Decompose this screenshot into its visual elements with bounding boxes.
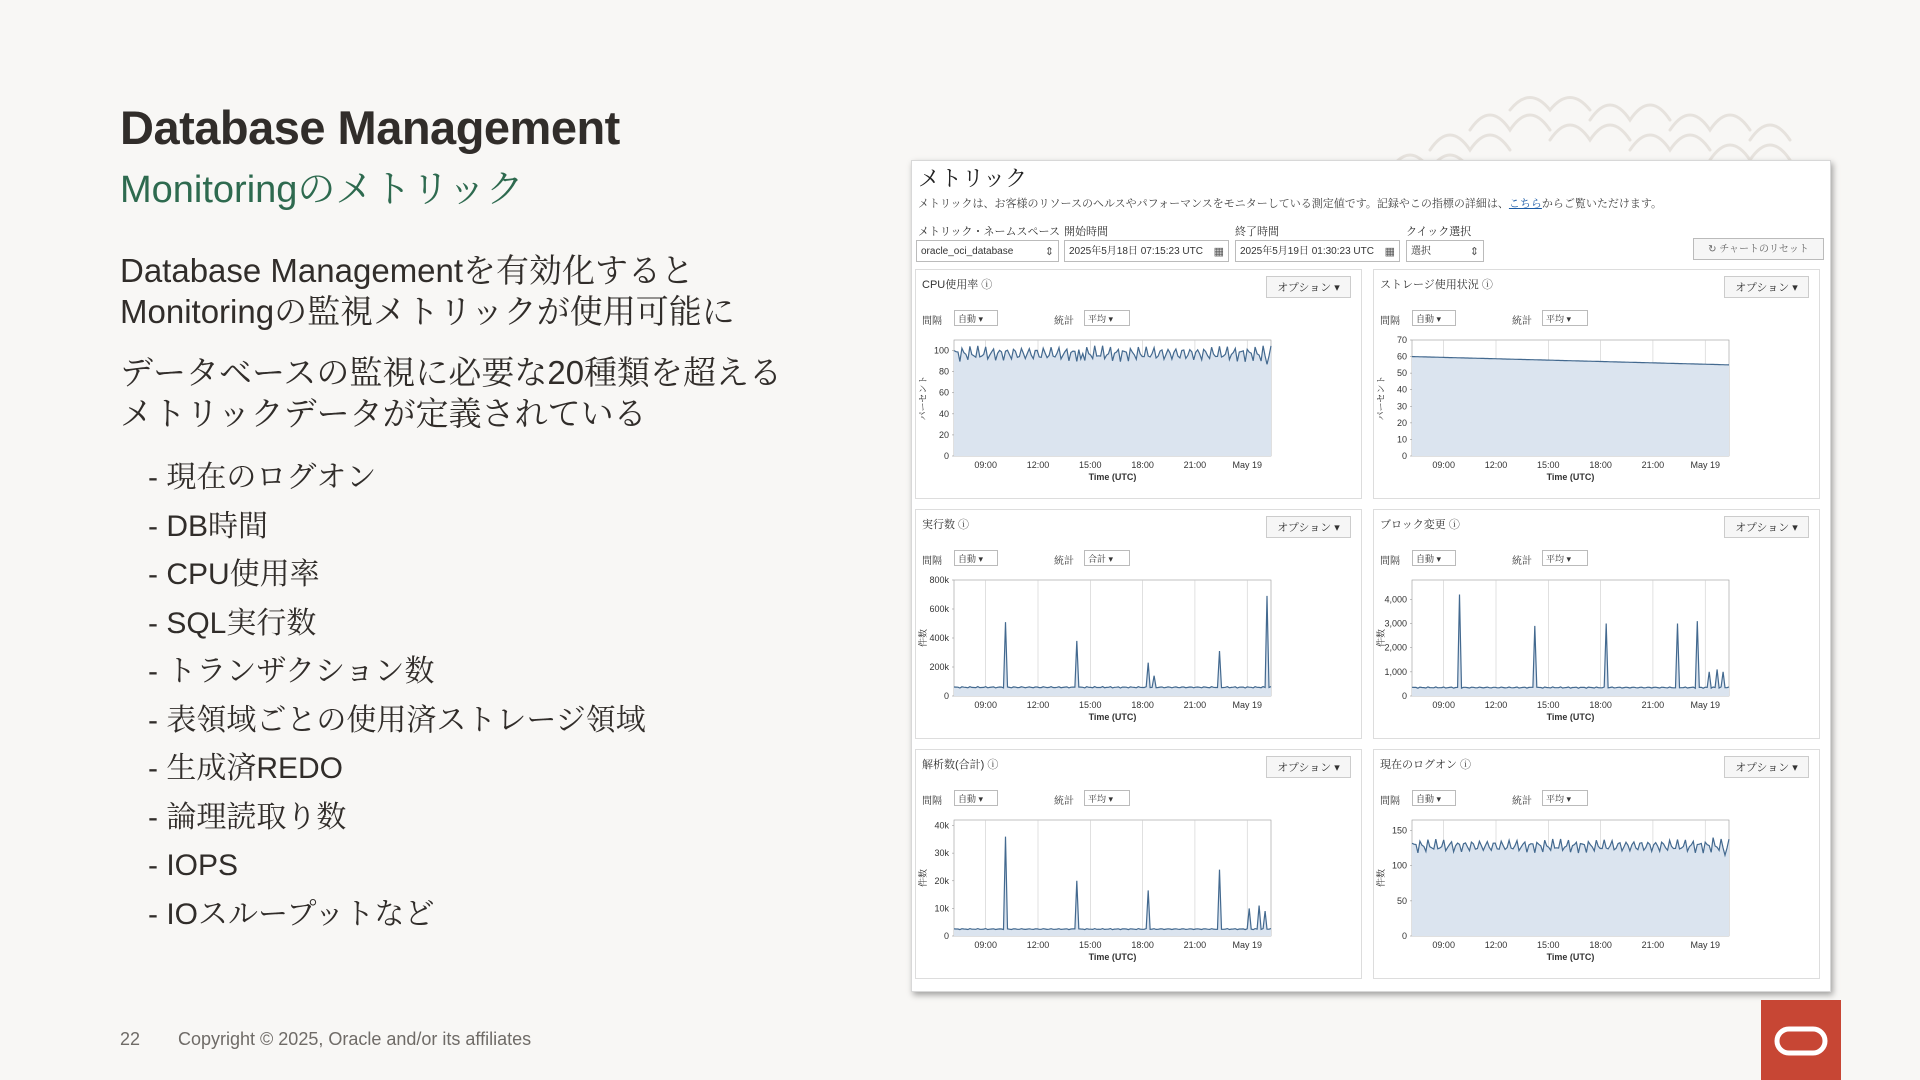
x-tick-label: 15:00 bbox=[1537, 460, 1560, 470]
statistic-select[interactable]: 平均 ▾ bbox=[1542, 790, 1588, 806]
x-tick-label: 12:00 bbox=[1026, 460, 1050, 470]
list-item: - トランザクション数 bbox=[148, 655, 435, 688]
statistic-select[interactable]: 平均 ▾ bbox=[1542, 550, 1588, 566]
x-tick-label: May 19 bbox=[1232, 940, 1262, 950]
y-tick-label: 0 bbox=[1401, 691, 1407, 701]
interval-select[interactable]: 自動 ▾ bbox=[954, 310, 998, 326]
start-time-input[interactable] bbox=[1064, 240, 1229, 262]
chart-title: CPU使用率 ⓘ bbox=[922, 279, 993, 291]
y-tick-label: 100 bbox=[933, 345, 949, 356]
list-item: - 表領域ごとの使用済ストレージ領域 bbox=[148, 703, 646, 737]
chart-title: ストレージ使用状況 ⓘ bbox=[1380, 279, 1493, 291]
metrics-description bbox=[918, 195, 1662, 211]
statistic-label: 統計 bbox=[1512, 796, 1532, 807]
y-tick-label: 2,000 bbox=[1384, 642, 1407, 653]
y-axis-title: 件数 bbox=[918, 868, 928, 888]
chart-controls bbox=[1380, 790, 1810, 808]
x-tick-label: 18:00 bbox=[1589, 700, 1612, 710]
y-tick-label: 0 bbox=[943, 931, 949, 941]
y-tick-label: 0 bbox=[943, 451, 949, 461]
oracle-o-icon bbox=[1761, 1000, 1841, 1080]
x-tick-label: May 19 bbox=[1690, 700, 1720, 710]
chart-card bbox=[915, 749, 1362, 979]
chart-controls bbox=[1380, 550, 1810, 568]
chart-title: 現在のログオン ⓘ bbox=[1380, 759, 1472, 771]
quick-select[interactable] bbox=[1406, 240, 1484, 262]
y-tick-label: 20 bbox=[938, 429, 949, 440]
interval-label: 間隔 bbox=[922, 316, 942, 327]
list-item: - 生成済REDO bbox=[148, 752, 343, 785]
quick-select-label: クイック選択 bbox=[1406, 226, 1472, 238]
x-tick-label: 09:00 bbox=[1432, 940, 1455, 950]
statistic-select[interactable]: 合計 ▾ bbox=[1084, 550, 1130, 566]
list-item: - SQL実行数 bbox=[148, 606, 317, 640]
x-tick-label: 12:00 bbox=[1026, 700, 1050, 710]
list-item: - CPU使用率 bbox=[148, 558, 320, 591]
chart-card bbox=[915, 269, 1362, 499]
quick-select-value: 選択 bbox=[1411, 246, 1431, 257]
series-area bbox=[1412, 838, 1729, 936]
options-button[interactable]: オプション ▾ bbox=[1266, 516, 1351, 538]
description-text: メトリックは、お客様のリソースのヘルスやパフォーマンスをモニターしている測定値です。記録やこの指標の詳細は、 bbox=[918, 198, 1509, 210]
reset-charts-button[interactable] bbox=[1693, 238, 1824, 260]
y-tick-label: 3,000 bbox=[1384, 618, 1407, 629]
interval-label: 間隔 bbox=[1380, 796, 1400, 807]
y-tick-label: 60 bbox=[938, 387, 949, 398]
interval-select[interactable]: 自動 ▾ bbox=[1412, 310, 1456, 326]
x-tick-label: 12:00 bbox=[1026, 940, 1050, 950]
y-tick-label: 40k bbox=[934, 820, 949, 831]
paragraph-enable: Database Managementを有効化すると Monitoringの監視メトリックが使用可能に bbox=[120, 252, 735, 330]
page-number: 22 bbox=[120, 1029, 141, 1049]
y-axis-title: パーセント bbox=[1376, 375, 1386, 421]
chart-card bbox=[915, 509, 1362, 739]
interval-label: 間隔 bbox=[1380, 556, 1400, 567]
x-tick-label: 15:00 bbox=[1079, 460, 1102, 470]
y-tick-label: 0 bbox=[1401, 451, 1407, 461]
x-tick-label: May 19 bbox=[1690, 940, 1720, 950]
x-tick-label: 09:00 bbox=[974, 460, 997, 470]
x-axis-title: Time (UTC) bbox=[1088, 952, 1137, 962]
x-tick-label: 09:00 bbox=[1432, 460, 1455, 470]
x-tick-label: 21:00 bbox=[1183, 940, 1207, 950]
description-link[interactable]: こちら bbox=[1508, 198, 1542, 210]
options-button[interactable]: オプション ▾ bbox=[1724, 276, 1809, 298]
x-tick-label: 21:00 bbox=[1641, 940, 1665, 950]
chart-controls bbox=[1380, 310, 1810, 328]
y-tick-label: 30k bbox=[934, 848, 949, 859]
interval-label: 間隔 bbox=[1380, 316, 1400, 327]
chart-card bbox=[1373, 269, 1820, 499]
y-tick-label: 50 bbox=[1396, 895, 1407, 906]
x-tick-label: 12:00 bbox=[1484, 460, 1508, 470]
y-tick-label: 20k bbox=[934, 875, 949, 886]
x-axis-title: Time (UTC) bbox=[1546, 472, 1595, 482]
start-time-label: 開始時間 bbox=[1064, 226, 1108, 238]
y-axis-title: 件数 bbox=[1376, 628, 1386, 648]
y-tick-label: 50 bbox=[1396, 368, 1407, 379]
x-tick-label: 18:00 bbox=[1131, 460, 1154, 470]
calendar-icon: ▦ bbox=[1384, 246, 1395, 258]
y-tick-label: 10k bbox=[934, 903, 949, 914]
interval-select[interactable]: 自動 ▾ bbox=[1412, 790, 1456, 806]
y-tick-label: 800k bbox=[929, 575, 949, 585]
updown-icon: ⇕ bbox=[1469, 246, 1479, 258]
statistic-label: 統計 bbox=[1512, 316, 1532, 327]
x-tick-label: 09:00 bbox=[1432, 700, 1455, 710]
statistic-select[interactable]: 平均 ▾ bbox=[1084, 310, 1130, 326]
interval-label: 間隔 bbox=[922, 556, 942, 567]
y-axis-title: 件数 bbox=[918, 628, 928, 648]
reset-label: チャートのリセット bbox=[1719, 244, 1809, 255]
y-tick-label: 400k bbox=[929, 633, 949, 643]
metrics-heading: メトリック bbox=[918, 166, 1028, 191]
interval-label: 間隔 bbox=[922, 796, 942, 807]
series-area bbox=[954, 346, 1271, 456]
x-axis-title: Time (UTC) bbox=[1546, 712, 1595, 722]
chart-card bbox=[1373, 749, 1820, 979]
series-area bbox=[1412, 357, 1729, 456]
page-subtitle: Monitoringのメトリック bbox=[120, 169, 524, 211]
chart-controls bbox=[922, 790, 1352, 808]
list-item: - IOPS bbox=[148, 849, 239, 882]
y-tick-label: 200k bbox=[929, 662, 949, 672]
description-tail: からご覧いただけます。 bbox=[1541, 198, 1663, 210]
statistic-select[interactable]: 平均 ▾ bbox=[1542, 310, 1588, 326]
x-tick-label: 15:00 bbox=[1079, 940, 1102, 950]
metric-list bbox=[120, 454, 800, 939]
options-button[interactable]: オプション ▾ bbox=[1266, 276, 1351, 298]
interval-select[interactable]: 自動 ▾ bbox=[1412, 550, 1456, 566]
updown-icon: ⇕ bbox=[1044, 246, 1054, 258]
y-tick-label: 150 bbox=[1391, 825, 1407, 836]
namespace-select[interactable] bbox=[916, 240, 1059, 262]
x-tick-label: 21:00 bbox=[1641, 700, 1665, 710]
list-item: - IOスループットなど bbox=[148, 897, 435, 931]
metrics-screenshot bbox=[911, 160, 1831, 992]
x-tick-label: 18:00 bbox=[1589, 460, 1612, 470]
x-tick-label: 18:00 bbox=[1131, 940, 1154, 950]
start-time-value: 2025年5月18日 07:15:23 UTC bbox=[1069, 246, 1203, 257]
chart-title: 実行数 ⓘ bbox=[922, 519, 970, 531]
end-time-value: 2025年5月19日 01:30:23 UTC bbox=[1240, 246, 1374, 257]
chart-controls bbox=[922, 310, 1352, 328]
end-time-input[interactable] bbox=[1235, 240, 1400, 262]
y-axis-title: パーセント bbox=[918, 375, 928, 421]
chart-controls bbox=[922, 550, 1352, 568]
y-tick-label: 4,000 bbox=[1384, 594, 1407, 605]
x-axis-title: Time (UTC) bbox=[1546, 952, 1595, 962]
slide-body bbox=[120, 250, 800, 939]
y-tick-label: 40 bbox=[938, 408, 949, 419]
statistic-label: 統計 bbox=[1054, 796, 1074, 807]
x-tick-label: 21:00 bbox=[1183, 700, 1207, 710]
page-title: Database Management bbox=[120, 101, 620, 154]
y-tick-label: 0 bbox=[943, 691, 949, 701]
statistic-select[interactable]: 平均 ▾ bbox=[1084, 790, 1130, 806]
x-tick-label: 21:00 bbox=[1183, 460, 1207, 470]
x-tick-label: 15:00 bbox=[1537, 700, 1560, 710]
y-tick-label: 1,000 bbox=[1384, 666, 1407, 677]
x-tick-label: May 19 bbox=[1232, 700, 1262, 710]
x-tick-label: 15:00 bbox=[1537, 940, 1560, 950]
x-tick-label: 12:00 bbox=[1484, 700, 1508, 710]
y-tick-label: 0 bbox=[1401, 931, 1407, 941]
y-tick-label: 600k bbox=[929, 604, 949, 614]
paragraph-metrics: データベースの監視に必要な20種類を超える メトリックデータが定義されている bbox=[120, 354, 783, 432]
x-axis-title: Time (UTC) bbox=[1088, 472, 1137, 482]
calendar-icon: ▦ bbox=[1213, 246, 1224, 258]
interval-select[interactable]: 自動 ▾ bbox=[954, 790, 998, 806]
x-axis-title: Time (UTC) bbox=[1088, 712, 1137, 722]
options-button[interactable]: オプション ▾ bbox=[1724, 516, 1809, 538]
x-tick-label: 09:00 bbox=[974, 940, 997, 950]
options-button[interactable]: オプション ▾ bbox=[1266, 756, 1351, 778]
end-time-label: 終了時間 bbox=[1235, 226, 1279, 238]
x-tick-label: 21:00 bbox=[1641, 460, 1665, 470]
chart-svg bbox=[916, 812, 1361, 978]
statistic-label: 統計 bbox=[1512, 556, 1532, 567]
chart-title: 解析数(合計) ⓘ bbox=[922, 759, 999, 771]
copyright: Copyright © 2025, Oracle and/or its affiliates bbox=[178, 1029, 532, 1049]
options-button[interactable]: オプション ▾ bbox=[1724, 756, 1809, 778]
list-item: - 現在のログオン bbox=[148, 461, 377, 494]
plot-area bbox=[954, 580, 1271, 696]
y-tick-label: 20 bbox=[1396, 417, 1407, 428]
x-tick-label: May 19 bbox=[1690, 460, 1720, 470]
x-tick-label: 12:00 bbox=[1484, 940, 1508, 950]
x-tick-label: 18:00 bbox=[1589, 940, 1612, 950]
y-tick-label: 40 bbox=[1396, 384, 1407, 395]
y-axis-title: 件数 bbox=[1376, 868, 1386, 888]
plot-area bbox=[954, 820, 1271, 936]
list-item: - 論理読取り数 bbox=[148, 800, 347, 834]
statistic-label: 統計 bbox=[1054, 556, 1074, 567]
namespace-value: oracle_oci_database bbox=[921, 246, 1014, 257]
y-tick-label: 70 bbox=[1396, 335, 1407, 345]
refresh-icon: ↻ bbox=[1708, 244, 1720, 255]
oracle-logo bbox=[1761, 1000, 1841, 1080]
y-tick-label: 100 bbox=[1391, 860, 1407, 871]
chart-svg bbox=[1374, 572, 1819, 738]
chart-card bbox=[1373, 509, 1820, 739]
chart-svg bbox=[916, 332, 1361, 498]
chart-title: ブロック変更 ⓘ bbox=[1380, 519, 1460, 531]
statistic-label: 統計 bbox=[1054, 316, 1074, 327]
list-item: - DB時間 bbox=[148, 509, 268, 543]
y-tick-label: 10 bbox=[1396, 434, 1407, 445]
y-tick-label: 60 bbox=[1396, 351, 1407, 362]
x-tick-label: 09:00 bbox=[974, 700, 997, 710]
namespace-label: メトリック・ネームスペース bbox=[918, 226, 1061, 238]
x-tick-label: 18:00 bbox=[1131, 700, 1154, 710]
x-tick-label: 15:00 bbox=[1079, 700, 1102, 710]
x-tick-label: May 19 bbox=[1232, 460, 1262, 470]
chart-svg bbox=[1374, 812, 1819, 978]
y-tick-label: 80 bbox=[938, 366, 949, 377]
y-tick-label: 30 bbox=[1396, 401, 1407, 412]
interval-select[interactable]: 自動 ▾ bbox=[954, 550, 998, 566]
chart-svg bbox=[1374, 332, 1819, 498]
chart-svg bbox=[916, 572, 1361, 738]
